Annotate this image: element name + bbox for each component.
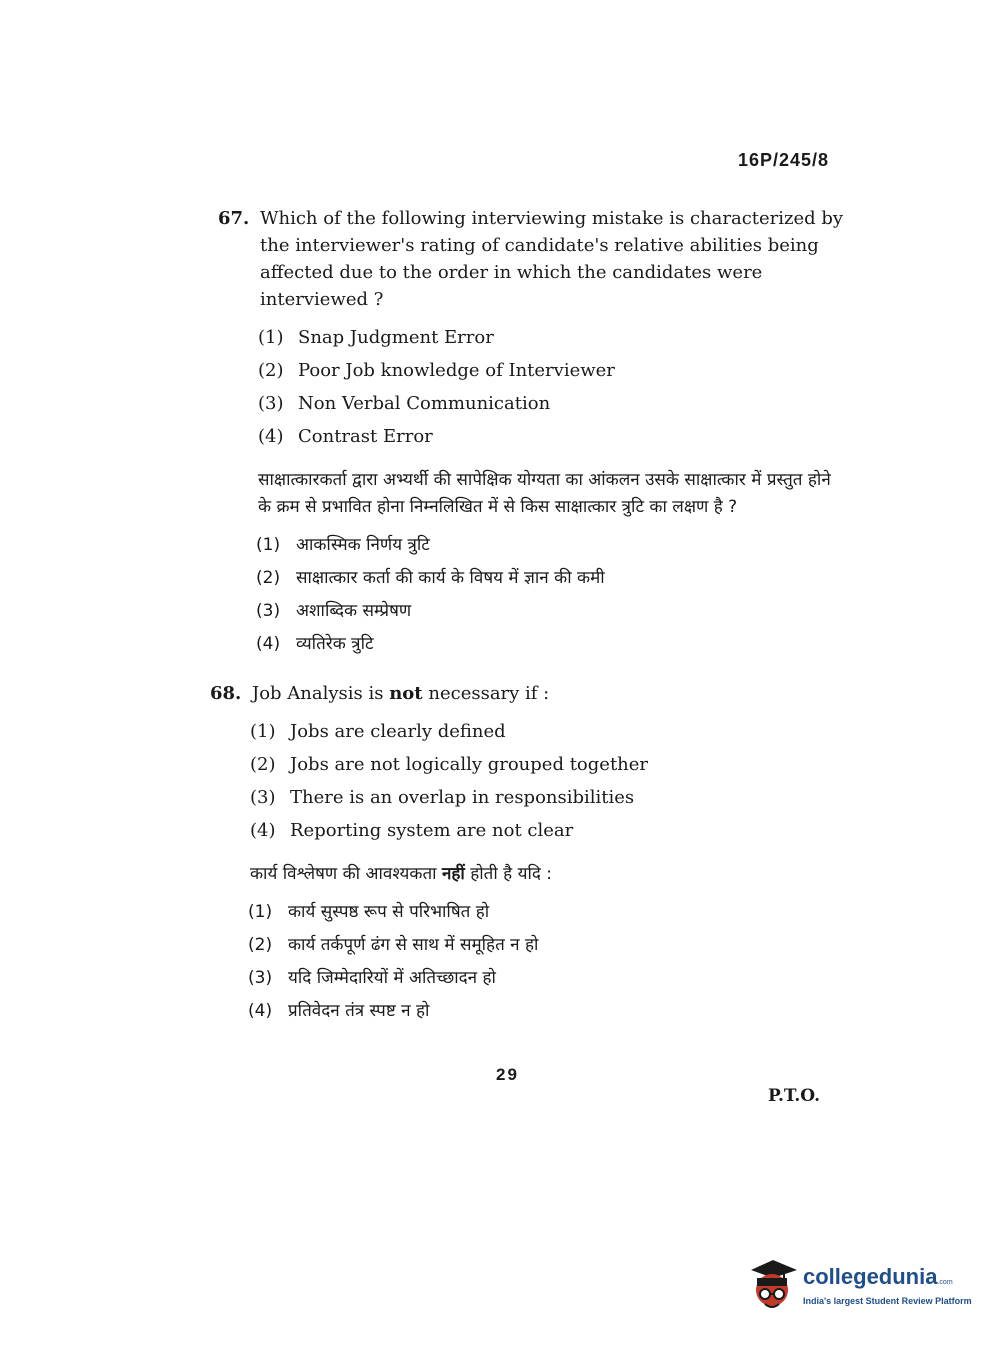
option-number: (1) (250, 721, 276, 742)
pto-label: P.T.O. (768, 1086, 820, 1106)
option-text: Contrast Error (298, 426, 433, 447)
option-text: Snap Judgment Error (298, 327, 494, 348)
question-text-emphasis: not (389, 683, 423, 704)
mascot-logo-icon (745, 1256, 799, 1316)
option-item (250, 715, 840, 748)
option-item (256, 595, 848, 628)
option-number: (3) (250, 787, 276, 808)
option-number: (4) (258, 426, 284, 447)
option-item (258, 354, 848, 387)
option-number: (2) (258, 360, 284, 381)
options-hi (248, 896, 840, 1028)
option-item (250, 814, 840, 847)
option-item (248, 929, 840, 962)
option-item (250, 781, 840, 814)
question-number: 68. (210, 683, 242, 704)
option-item (256, 628, 848, 661)
brand-tagline: India's largest Student Review Platform (803, 1296, 972, 1306)
question-number: 67. (218, 208, 250, 229)
option-text: Poor Job knowledge of Interviewer (298, 360, 615, 381)
option-number: (2) (250, 754, 276, 775)
option-item (250, 748, 840, 781)
option-text: Non Verbal Communication (298, 393, 551, 414)
option-number: (2) (256, 568, 281, 588)
option-number: (1) (256, 535, 281, 555)
option-text: प्रतिवेदन तंत्र स्पष्ट न हो (288, 1001, 430, 1021)
option-text: Jobs are not logically grouped together (290, 754, 649, 775)
option-text: कार्य तर्कपूर्ण ढंग से साथ में समूहित न हो (288, 935, 539, 955)
question-text-part: होती है यदि : (464, 864, 553, 884)
option-text: व्यतिरेक त्रुटि (296, 634, 374, 654)
option-number: (3) (248, 968, 273, 988)
collegedunia-watermark (745, 1250, 975, 1320)
options-hi (256, 529, 848, 661)
option-item (258, 420, 848, 453)
option-number: (1) (248, 902, 273, 922)
option-text: There is an overlap in responsibilities (290, 787, 635, 808)
option-text: कार्य सुस्पष्ठ रूप से परिभाषित हो (288, 902, 490, 922)
page-number: 29 (496, 1065, 519, 1084)
question-text-emphasis: नहीं (441, 864, 465, 884)
question-text-hi (250, 861, 840, 888)
question-68 (210, 680, 840, 1028)
brand-name (803, 1264, 953, 1290)
option-number: (3) (258, 393, 284, 414)
option-text: आकस्मिक निर्णय त्रुटि (296, 535, 430, 555)
question-text-part: necessary if : (422, 683, 550, 704)
paper-code: 16P/245/8 (738, 150, 830, 170)
option-item (248, 995, 840, 1028)
option-text: साक्षात्कार कर्ता की कार्य के विषय में ज्ञान की कमी (296, 568, 605, 588)
question-text-hi: साक्षात्कारकर्ता द्वारा अभ्यर्थी की सापेक्षिक योग्यता का आंकलन उसके साक्षात्कार में प्रस्तुत होने के क्रम से प्रभावित होना निम्नलिखित में से किस साक्षात्कार त्रुटि का लक्षण है ? (258, 470, 831, 517)
option-text: यदि जिम्मेदारियों में अतिच्छादन हो (288, 968, 496, 988)
option-number: (4) (248, 1001, 273, 1021)
option-item (256, 529, 848, 562)
option-text: अशाब्दिक सम्प्रेषण (296, 601, 412, 621)
option-number: (2) (248, 935, 273, 955)
option-text: Reporting system are not clear (290, 820, 574, 841)
question-text-part: कार्य विश्लेषण की आवश्यकता (250, 864, 442, 884)
option-item (258, 387, 848, 420)
question-67 (218, 205, 848, 661)
option-number: (1) (258, 327, 284, 348)
brand-suffix: .com (937, 1279, 953, 1286)
question-text-en: Which of the following interviewing mistake is characterized by the interviewer's rating of candidate's relative abilities being affected due to the order in which the candidates were interviewed ? (260, 208, 844, 310)
option-number: (3) (256, 601, 281, 621)
option-number: (4) (250, 820, 276, 841)
options-en (258, 321, 848, 453)
question-text-part: Job Analysis is (252, 683, 390, 704)
options-en (250, 715, 840, 847)
option-number: (4) (256, 634, 281, 654)
option-item (248, 962, 840, 995)
option-item (256, 562, 848, 595)
question-text-en (252, 680, 840, 707)
option-item (258, 321, 848, 354)
option-text: Jobs are clearly defined (290, 721, 506, 742)
option-item (248, 896, 840, 929)
brand-name-text: collegedunia (803, 1264, 938, 1289)
